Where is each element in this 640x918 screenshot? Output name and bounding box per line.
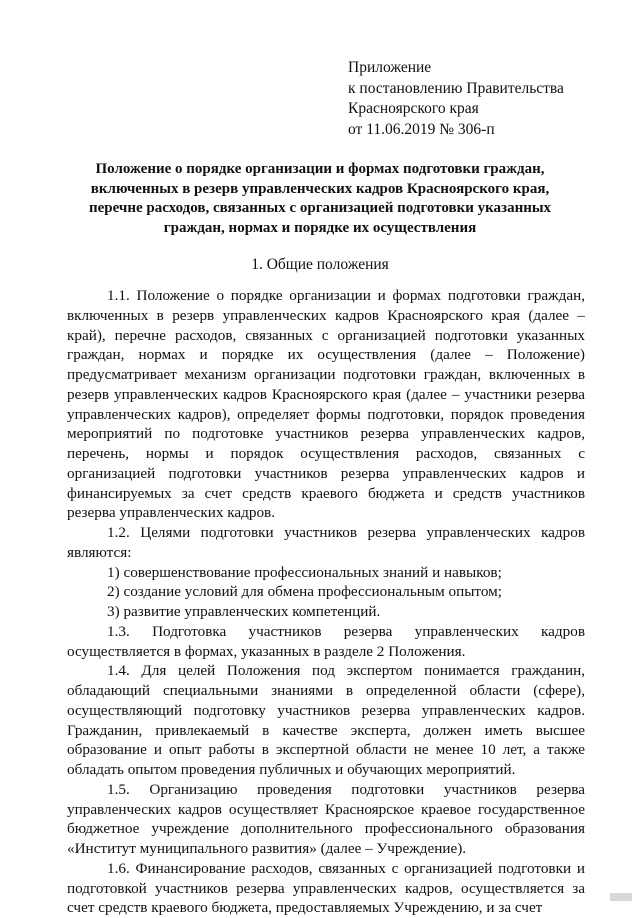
paragraph-1-6: 1.6. Финансирование расходов, связанных с организацией подготовки и подготовкой участников резерва управленческих кадров, осуществляется за счет средств краевого бюджета, предоставляемых Учреждению, и за счет: [67, 859, 585, 917]
appendix-line: к постановлению Правительства: [348, 79, 564, 97]
section-heading: 1. Общие положения: [251, 256, 389, 273]
appendix-date-line: от 11.06.2019 № 306-п: [348, 120, 495, 138]
title-line: граждан, нормах и порядке их осуществления: [163, 219, 477, 236]
title-line: перечне расходов, связанных с организацией подготовки указанных: [88, 200, 552, 216]
list-item: 3) развитие управленческих компетенций.: [107, 603, 381, 620]
list-item: 1) совершенствование профессиональных знаний и навыков;: [107, 563, 502, 581]
appendix-line: Приложение: [348, 59, 432, 76]
title-line: Положение о порядке организации и формах подготовки граждан,: [95, 161, 545, 177]
scan-edge-mark: [610, 893, 632, 901]
paragraph-1-1: 1.1. Положение о порядке организации и формах подготовки граждан, включенных в резерв управленческих кадров Красноярского края (далее – край), перечне расходов, связанных с организацией подготовки указанных граждан, нормах и порядке их осуществления (далее – Положение) предусматривает механизм организации подготовки граждан, включенных в резерв управленческих кадров Красноярского края (далее – участники резерва управленческих кадров), определяет формы подготовки, порядок проведения мероприятий по подготовке участников резерва управленческих кадров, перечень, нормы и порядок осуществления расходов, связанных с организацией подготовки участников резерва управленческих кадров и финансируемых за счет средств краевого бюджета и средств участников резерва управленческих кадров.: [67, 287, 585, 522]
title-line: включенных в резерв управленческих кадров Красноярского края,: [90, 180, 550, 197]
list-item: 2) создание условий для обмена профессиональным опытом;: [107, 583, 503, 601]
paragraph-1-5: 1.5. Организацию проведения подготовки участников резерва управленческих кадров осуществляет Красноярское краевое государственное бюджетное учреждение дополнительного профессионального образования «Институт муниципального развития» (далее – Учреждение).: [67, 780, 585, 857]
document-body: [67, 286, 585, 918]
paragraph-1-4: 1.4. Для целей Положения под экспертом понимается гражданин, обладающий специальными знаниями в определенной области (сфере), осуществляющий подготовку участников резерва управленческих кадров. Гражданин, привлекаемый в качестве эксперта, должен иметь высшее образование и опыт работы в экспертной области не менее 10 лет, а также обладать опытом проведения публичных и обучающих мероприятий.: [67, 662, 585, 778]
paragraph-1-2: 1.2. Целями подготовки участников резерва управленческих кадров являются:: [67, 524, 585, 561]
appendix-line: Красноярского края: [348, 100, 479, 117]
document-title: [60, 160, 580, 238]
appendix-block: [348, 58, 564, 140]
paragraph-1-3: 1.3. Подготовка участников резерва управленческих кадров осуществляется в формах, указанных в разделе 2 Положения.: [67, 622, 585, 660]
